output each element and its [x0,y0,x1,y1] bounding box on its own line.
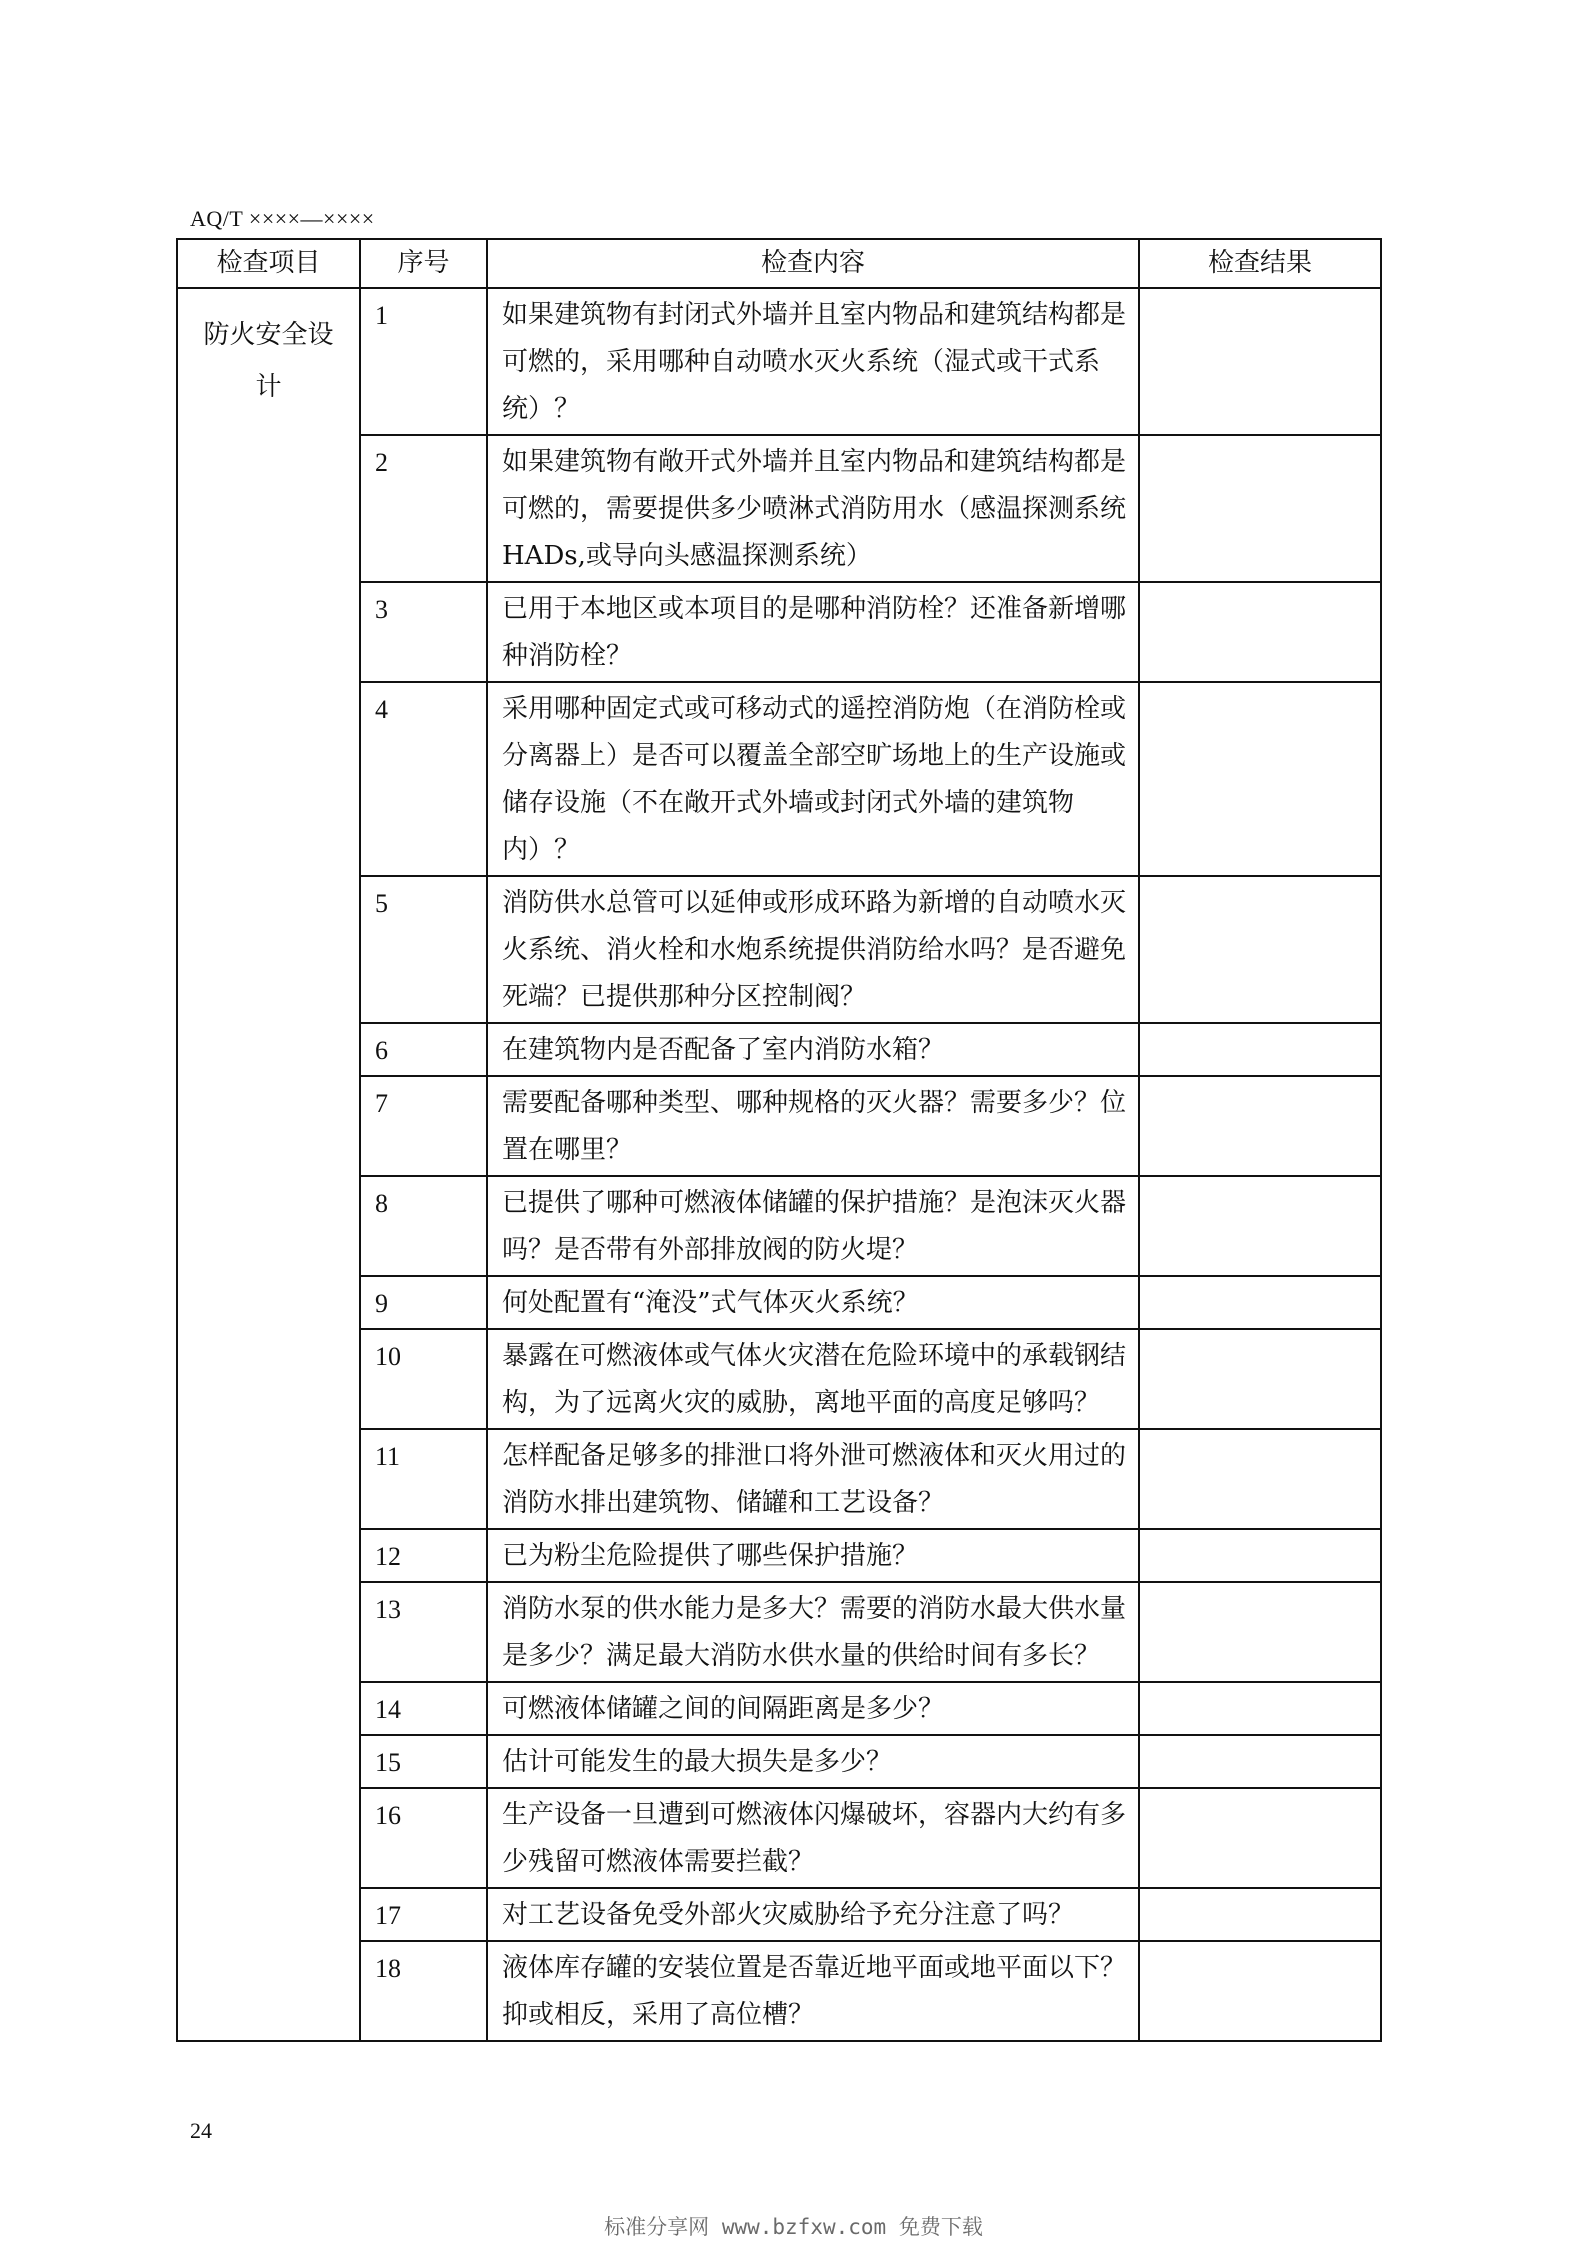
document-code: AQ/T ××××—×××× [190,206,375,231]
seq-cell: 7 [360,1076,487,1176]
result-cell[interactable] [1139,1429,1381,1529]
content-cell: 如果建筑物有敞开式外墙并且室内物品和建筑结构都是可燃的，需要提供多少喷淋式消防用水（感温探测系统 HADs,或导向头感温探测系统） [487,435,1139,582]
content-cell: 何处配置有“淹没”式气体灭火系统？ [487,1276,1139,1329]
result-cell[interactable] [1139,1276,1381,1329]
content-cell: 消防水泵的供水能力是多大？需要的消防水最大供水量是多少？满足最大消防水供水量的供给时间有多长？ [487,1582,1139,1682]
content-cell: 怎样配备足够多的排泄口将外泄可燃液体和灭火用过的消防水排出建筑物、储罐和工艺设备？ [487,1429,1139,1529]
result-cell[interactable] [1139,1329,1381,1429]
result-cell[interactable] [1139,682,1381,876]
result-cell[interactable] [1139,1682,1381,1735]
content-cell: 已用于本地区或本项目的是哪种消防栓？还准备新增哪种消防栓？ [487,582,1139,682]
seq-cell: 6 [360,1023,487,1076]
result-cell[interactable] [1139,1735,1381,1788]
seq-cell: 4 [360,682,487,876]
result-cell[interactable] [1139,582,1381,682]
column-header-result: 检查结果 [1139,239,1381,288]
content-cell: 对工艺设备免受外部火灾威胁给予充分注意了吗？ [487,1888,1139,1941]
column-header-item: 检查项目 [177,239,360,288]
inspection-checklist-table [176,238,1382,2042]
seq-cell: 2 [360,435,487,582]
result-cell[interactable] [1139,1023,1381,1076]
content-cell: 液体库存罐的安装位置是否靠近地平面或地平面以下？抑或相反，采用了高位槽？ [487,1941,1139,2041]
column-header-content: 检查内容 [487,239,1139,288]
result-cell[interactable] [1139,1076,1381,1176]
content-cell: 暴露在可燃液体或气体火灾潜在危险环境中的承载钢结构，为了远离火灾的威胁，离地平面的高度足够吗？ [487,1329,1139,1429]
seq-cell: 3 [360,582,487,682]
content-cell: 生产设备一旦遭到可燃液体闪爆破坏，容器内大约有多少残留可燃液体需要拦截？ [487,1788,1139,1888]
content-cell: 如果建筑物有封闭式外墙并且室内物品和建筑结构都是可燃的，采用哪种自动喷水灭火系统（湿式或干式系统）？ [487,288,1139,435]
content-cell: 估计可能发生的最大损失是多少？ [487,1735,1139,1788]
content-cell: 采用哪种固定式或可移动式的遥控消防炮（在消防栓或分离器上）是否可以覆盖全部空旷场地上的生产设施或储存设施（不在敞开式外墙或封闭式外墙的建筑物内）？ [487,682,1139,876]
table-header-row [177,239,1381,288]
seq-cell: 18 [360,1941,487,2041]
seq-cell: 16 [360,1788,487,1888]
footer-credit: 标准分享网 www.bzfxw.com 免费下载 [604,2215,983,2239]
seq-cell: 12 [360,1529,487,1582]
content-cell: 需要配备哪种类型、哪种规格的灭火器？需要多少？位置在哪里？ [487,1076,1139,1176]
seq-cell: 9 [360,1276,487,1329]
table-body [177,288,1381,2041]
seq-cell: 15 [360,1735,487,1788]
seq-cell: 14 [360,1682,487,1735]
seq-cell: 10 [360,1329,487,1429]
content-cell: 在建筑物内是否配备了室内消防水箱？ [487,1023,1139,1076]
category-cell: 防火安全设计 [177,288,360,2041]
column-header-seq: 序号 [360,239,487,288]
content-cell: 可燃液体储罐之间的间隔距离是多少？ [487,1682,1139,1735]
seq-cell: 11 [360,1429,487,1529]
content-cell: 已提供了哪种可燃液体储罐的保护措施？是泡沫灭火器吗？是否带有外部排放阀的防火堤？ [487,1176,1139,1276]
seq-cell: 1 [360,288,487,435]
result-cell[interactable] [1139,1788,1381,1888]
seq-cell: 5 [360,876,487,1023]
result-cell[interactable] [1139,288,1381,435]
seq-cell: 8 [360,1176,487,1276]
seq-cell: 17 [360,1888,487,1941]
content-cell: 消防供水总管可以延伸或形成环路为新增的自动喷水灭火系统、消火栓和水炮系统提供消防给水吗？是否避免死端？已提供那种分区控制阀？ [487,876,1139,1023]
page-number: 24 [190,2118,212,2143]
result-cell[interactable] [1139,876,1381,1023]
result-cell[interactable] [1139,435,1381,582]
result-cell[interactable] [1139,1582,1381,1682]
result-cell[interactable] [1139,1176,1381,1276]
content-cell: 已为粉尘危险提供了哪些保护措施？ [487,1529,1139,1582]
table-row [177,288,1381,435]
result-cell[interactable] [1139,1888,1381,1941]
seq-cell: 13 [360,1582,487,1682]
result-cell[interactable] [1139,1529,1381,1582]
result-cell[interactable] [1139,1941,1381,2041]
